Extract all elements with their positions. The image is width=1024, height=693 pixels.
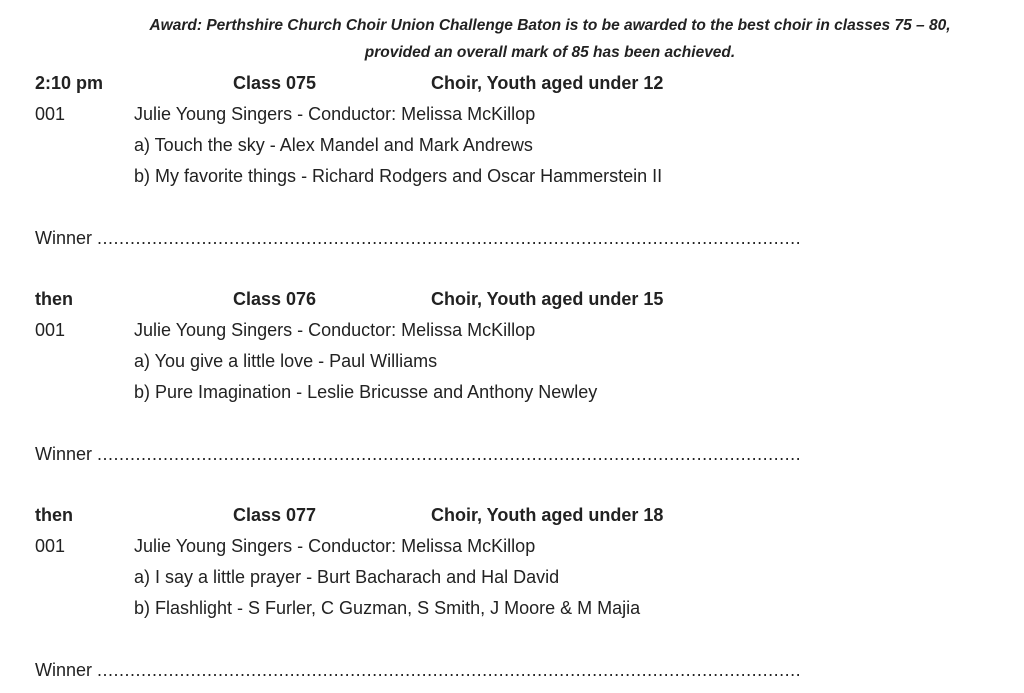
award-line-2: provided an overall mark of 85 has been achieved.	[364, 44, 736, 61]
class-number: Class 075	[233, 73, 317, 93]
entry-number: 001	[35, 320, 66, 340]
winner-label: Winner	[35, 444, 93, 464]
winner-line	[35, 659, 801, 681]
class-time: then	[35, 289, 73, 309]
entry-choir: Julie Young Singers - Conductor: Melissa McKillop	[134, 536, 536, 556]
class-description: Choir, Youth aged under 12	[431, 73, 664, 93]
class-description: Choir, Youth aged under 18	[431, 505, 664, 525]
entry-choir: Julie Young Singers - Conductor: Melissa McKillop	[134, 320, 536, 340]
winner-label: Winner	[35, 228, 93, 248]
winner-label: Winner	[35, 660, 93, 680]
award-note	[0, 12, 1024, 66]
winner-line	[35, 227, 801, 249]
winner-dots: ................................................................................................................................	[97, 228, 802, 248]
song-a: a) You give a little love - Paul Williams	[134, 351, 438, 371]
entry-choir: Julie Young Singers - Conductor: Melissa McKillop	[134, 104, 536, 124]
song-a: a) I say a little prayer - Burt Bacharach and Hal David	[134, 567, 560, 587]
song-b: b) My favorite things - Richard Rodgers and Oscar Hammerstein II	[134, 166, 663, 186]
winner-dots: ................................................................................................................................	[97, 444, 802, 464]
winner-line	[35, 443, 801, 465]
entry-number: 001	[35, 536, 66, 556]
award-line-1: Award: Perthshire Church Choir Union Challenge Baton is to be awarded to the best choir in classes 75 – 80,	[149, 17, 951, 34]
winner-dots: ................................................................................................................................	[97, 660, 802, 680]
class-description: Choir, Youth aged under 15	[431, 289, 664, 309]
class-time: then	[35, 505, 73, 525]
song-b: b) Pure Imagination - Leslie Bricusse and Anthony Newley	[134, 382, 598, 402]
song-b: b) Flashlight - S Furler, C Guzman, S Smith, J Moore & M Majia	[134, 598, 641, 618]
class-number: Class 077	[233, 505, 317, 525]
class-number: Class 076	[233, 289, 317, 309]
class-time: 2:10 pm	[35, 73, 104, 93]
entry-number: 001	[35, 104, 66, 124]
song-a: a) Touch the sky - Alex Mandel and Mark Andrews	[134, 135, 533, 155]
